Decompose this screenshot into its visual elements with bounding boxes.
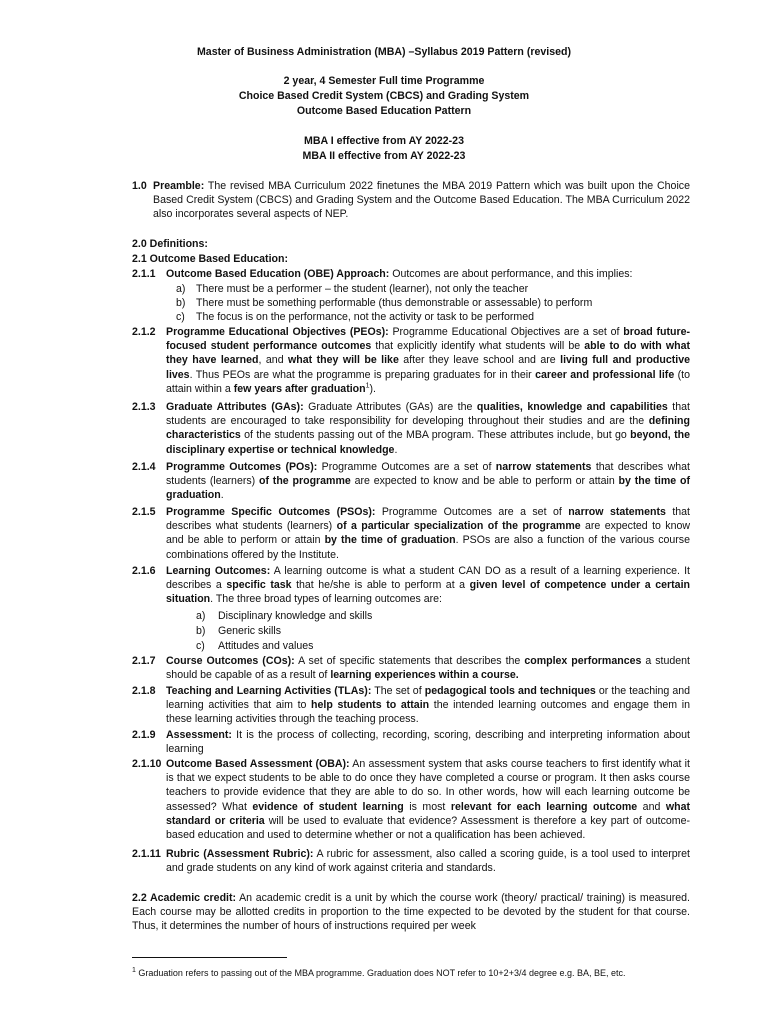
list-item [196, 609, 596, 623]
section-2-1-6-paragraph [166, 564, 690, 607]
text-run: or the teaching and learning activities that aim to [166, 685, 691, 712]
list-text: Attitudes and values [218, 640, 314, 652]
footnote-mark: 1 [132, 967, 136, 974]
po-label: Programme Outcomes (POs): [166, 461, 318, 473]
text-run: after they leave school and are [398, 354, 561, 367]
text-run: The set of [371, 685, 425, 697]
text-run: will be used to evaluate that evidence? Assessment is therefore a key part of outcome-based education and used to determine whether or not a qualification has been achieved. [166, 814, 690, 842]
section-2-1-1-paragraph [166, 267, 690, 281]
section-2-1-11-paragraph [166, 847, 690, 875]
bold-run: narrow statements [568, 506, 666, 518]
text-run: . The three broad types of learning outcomes are: [210, 593, 442, 606]
bold-run: specific task [226, 579, 292, 592]
bold-run: given level of competence under a certain situation [166, 579, 690, 606]
mba1-effective-line: MBA I effective from AY 2022-23 [304, 135, 464, 147]
section-2-2-paragraph [132, 891, 690, 934]
text-run: A set of specific statements that describes the [294, 655, 525, 667]
text-run: Graduate Attributes (GAs) are the [303, 401, 477, 413]
bold-run: defining characteristics [166, 415, 690, 442]
section-2-1-10-number: 2.1.10 [132, 758, 162, 770]
list-text: Generic skills [218, 625, 281, 637]
preamble-text: The revised MBA Curriculum 2022 finetunes the MBA 2019 Pattern which was built upon the Choice Based Credit System (CBCS) and Grading System and the Outcome Based Education. The MBA Curriculum 2022 also incorporates several aspects of NEP. [153, 180, 690, 221]
rubric-label: Rubric (Assessment Rubric): [166, 848, 314, 860]
text-run: . [394, 443, 398, 456]
list-marker: a) [176, 283, 186, 295]
text-run: A rubric for assessment, also called a scoring guide, is a tool used to interpret and grade students on any kind of work against criteria and standards. [166, 848, 690, 875]
section-2-1-2-number: 2.1.2 [132, 326, 156, 338]
bold-run: what they will be like [288, 354, 399, 367]
bold-run: able to do with what they have learned [166, 340, 690, 367]
pso-label: Programme Specific Outcomes (PSOs): [166, 506, 376, 518]
definitions-heading: 2.0 Definitions: [132, 238, 208, 250]
list-item [196, 639, 596, 653]
text-run: that students are encouraged to take responsibility for developing throughout their studies and are the [166, 401, 690, 428]
list-marker: b) [176, 297, 186, 309]
bold-run: what standard or criteria [166, 800, 691, 827]
ga-label: Graduate Attributes (GAs): [166, 401, 304, 413]
bold-run: broad future-focused student performance outcomes [166, 326, 690, 353]
bold-run: living full and productive lives [166, 354, 690, 381]
preamble-paragraph [153, 179, 690, 222]
section-2-1-1-number: 2.1.1 [132, 268, 156, 280]
bold-run: relevant for each learning outcome [450, 800, 638, 813]
bold-run: pedagogical tools and techniques [424, 685, 596, 697]
tla-label: Teaching and Learning Activities (TLAs): [166, 685, 372, 697]
section-2-1-7-number: 2.1.7 [132, 655, 156, 667]
bold-run: help students to attain [311, 699, 430, 712]
bold-run: by the time of graduation [166, 475, 690, 502]
list-marker: c) [196, 640, 205, 652]
preamble-number: 1.0 [132, 180, 147, 192]
list-text: There must be a performer – the student (learner), not only the teacher [196, 283, 529, 295]
text-run: is most [403, 800, 451, 813]
text-run: It is the process of collecting, recording, scoring, describing and interpreting information about learning [166, 729, 690, 756]
footnote-divider [132, 957, 287, 958]
section-2-1-3-number: 2.1.3 [132, 401, 156, 413]
bold-run: evidence of student learning [252, 800, 404, 813]
section-2-1-9-paragraph [166, 728, 690, 756]
text-run: (to attain within a [166, 368, 690, 395]
list-marker: c) [176, 311, 185, 323]
bold-run: of a particular specialization of the programme [336, 520, 581, 533]
text-run: A learning outcome is what a student CAN DO as a result of a learning experience. It describes a [166, 565, 690, 592]
bold-run: by the time of graduation [324, 534, 456, 547]
bold-run: learning experiences within a course. [330, 669, 519, 682]
bold-run: qualities, knowledge and capabilities [476, 401, 668, 413]
text-run: that explicitly identify what students will be [371, 340, 585, 353]
assessment-label: Assessment: [166, 729, 232, 741]
list-item [176, 310, 696, 324]
text-run: , and [258, 354, 289, 367]
text-run: that he/she is able to perform at a [291, 579, 470, 592]
text-run: are expected to know and be able to perform or attain [166, 520, 691, 547]
text-run: are expected to know and be able to perform or attain [350, 475, 619, 488]
list-text: The focus is on the performance, not the activity or task to be performed [196, 311, 534, 323]
text-run: . Thus PEOs are what the programme is preparing graduates for in their [189, 368, 536, 381]
bold-run: of the programme [259, 475, 351, 488]
text-run: the intended learning outcomes and engage them in these learning activities through the teaching process. [166, 699, 690, 726]
preamble-label: Preamble: [153, 180, 205, 192]
mba2-effective-line: MBA II effective from AY 2022-23 [302, 150, 466, 162]
text-run: that describes what students (learners) [166, 506, 690, 533]
obe-pattern-line: Outcome Based Education Pattern [296, 105, 472, 117]
bold-run: career and professional life [535, 368, 675, 381]
text-run: and [637, 800, 666, 813]
footnote-text: Graduation refers to passing out of the MBA programme. Graduation does NOT refer to 10+2+3/4 degree e.g. BA, BE, etc. [135, 968, 626, 978]
peo-label: Programme Educational Objectives (PEOs): [166, 326, 389, 338]
section-2-1-8-paragraph [166, 684, 690, 727]
footnote-reference: 1 [365, 382, 370, 390]
list-item [196, 624, 596, 638]
text-run: Programme Educational Objectives are a set of [388, 326, 624, 338]
learning-outcomes-label: Learning Outcomes: [166, 565, 271, 577]
section-2-1-5-paragraph [166, 505, 690, 562]
oba-label: Outcome Based Assessment (OBA): [166, 758, 350, 770]
list-text: Disciplinary knowledge and skills [218, 610, 373, 622]
list-marker: a) [196, 610, 206, 622]
list-item [176, 296, 696, 310]
text-run: of the students passing out of the MBA program. These attributes include, but go [240, 429, 631, 442]
bold-run: beyond, the disciplinary expertise or technical knowledge [166, 429, 690, 456]
document-title: Master of Business Administration (MBA) –Syllabus 2019 Pattern (revised) [196, 46, 572, 58]
section-2-1-2-paragraph [166, 325, 690, 396]
text-run: Programme Outcomes are a set of [317, 461, 496, 473]
section-2-1-11-number: 2.1.11 [132, 848, 161, 860]
bold-run: few years after graduation [233, 382, 366, 395]
text-run: a student should be capable of as a result of [166, 655, 690, 682]
text-run: that describes what students (learners) [166, 461, 690, 488]
bold-run: narrow statements [495, 461, 592, 473]
text-run: Programme Outcomes are a set of [375, 506, 569, 518]
credit-system-line: Choice Based Credit System (CBCS) and Grading System [238, 90, 530, 102]
section-2-1-3-paragraph [166, 400, 690, 457]
obe-approach-label: Outcome Based Education (OBE) Approach: [166, 268, 390, 280]
text-run: An academic credit is a unit by which the course work (theory/ practical/ training) is measured. Each course may be allotted credits in proportion to the time expected to be devoted by the student for that course. Thus, it determines the number of hours of instructions required per week [132, 892, 690, 933]
obe-approach-text: Outcomes are about performance, and this implies: [389, 268, 633, 280]
list-marker: b) [196, 625, 206, 637]
text-run: . [220, 489, 224, 502]
section-2-1-6-number: 2.1.6 [132, 565, 156, 577]
list-text: There must be something performable (thus demonstrable or assessable) to perform [196, 297, 593, 309]
text-run: ). [369, 382, 376, 395]
footnote [132, 966, 692, 980]
section-2-1-8-number: 2.1.8 [132, 685, 156, 697]
section-2-1-10-paragraph [166, 757, 690, 842]
section-2-1-7-paragraph [166, 654, 690, 682]
section-2-1-9-number: 2.1.9 [132, 729, 156, 741]
text-run: An assessment system that asks course teachers to first identify what it is that we expect students to be able to do once they have completed a course or program. It then asks course teachers to provide evidence that they are able to do so. In other words, how will each learning outcome be assessed? What [166, 758, 690, 813]
academic-credit-label: 2.2 Academic credit: [132, 892, 237, 904]
list-item [176, 282, 696, 296]
text-run: . PSOs are also a function of the various course combinations offered by the Institute. [166, 534, 690, 561]
section-2-1-4-number: 2.1.4 [132, 461, 156, 473]
bold-run: complex performances [524, 655, 642, 667]
section-2-1-4-paragraph [166, 460, 690, 503]
section-2-1-5-number: 2.1.5 [132, 506, 156, 518]
co-label: Course Outcomes (COs): [166, 655, 295, 667]
obe-subheading: 2.1 Outcome Based Education: [132, 253, 288, 265]
programme-duration: 2 year, 4 Semester Full time Programme [283, 75, 485, 87]
